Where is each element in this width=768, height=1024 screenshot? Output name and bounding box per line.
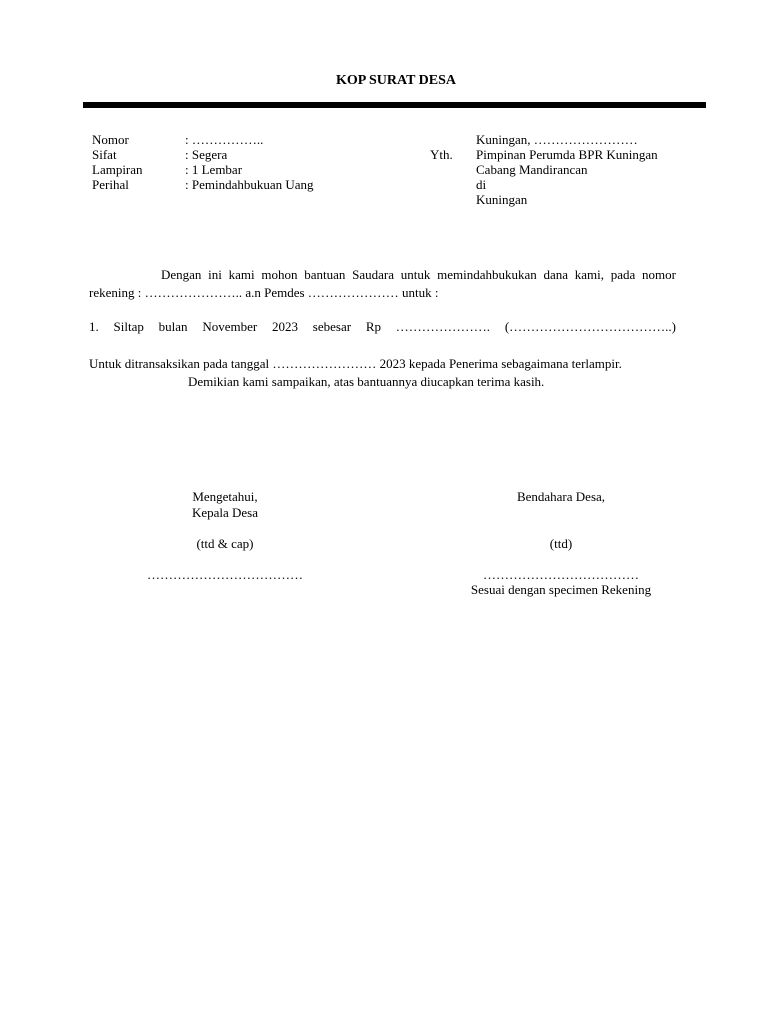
addressee-line-1: Pimpinan Perumda BPR Kuningan	[476, 147, 658, 162]
yth-label: Yth.	[430, 147, 453, 162]
addressee-line-3: di	[476, 177, 487, 192]
closing-sentence: Demikian kami sampaikan, atas bantuannya diucapkan terima kasih.	[188, 374, 545, 389]
sig-right-name: ………………………………	[483, 567, 639, 582]
perihal-value: : Pemindahbukuan Uang	[185, 177, 314, 192]
addressee-line-4: Kuningan	[476, 192, 528, 207]
list-item: 1. Siltap bulan November 2023 sebesar Rp …………………. (………………………………..)	[89, 319, 676, 334]
place-date: Kuningan, ……………………	[476, 132, 638, 147]
letterhead-title: KOP SURAT DESA	[335, 73, 457, 88]
sig-left-line-1: Mengetahui,	[192, 489, 258, 504]
lampiran-value: : 1 Lembar	[185, 162, 243, 177]
lampiran-label: Lampiran	[92, 162, 143, 177]
sig-right-sign: (ttd)	[549, 536, 573, 551]
addressee-line-2: Cabang Mandirancan	[476, 162, 588, 177]
sig-left-sign: (ttd & cap)	[196, 536, 254, 551]
sig-left-name: ………………………………	[147, 567, 303, 582]
nomor-label: Nomor	[92, 132, 129, 147]
sig-left-line-2: Kepala Desa	[191, 505, 259, 520]
nomor-value: : ……………..	[185, 132, 264, 147]
sig-right-line-1: Bendahara Desa,	[516, 489, 606, 504]
body-paragraph-1: Dengan ini kami mohon bantuan Saudara untuk memindahbukukan dana kami, pada nomor rekening : ………………….. a.n Pemdes ………………… untuk :	[89, 267, 676, 300]
body-paragraph-2: Untuk ditransaksikan pada tanggal …………………… 2023 kepada Penerima sebagaimana terlampir.	[89, 356, 622, 371]
sifat-label: Sifat	[92, 147, 117, 162]
sig-right-note: Sesuai dengan specimen Rekening	[470, 582, 652, 597]
sifat-value: : Segera	[185, 147, 228, 162]
letterhead-rule	[83, 102, 706, 108]
perihal-label: Perihal	[92, 177, 129, 192]
